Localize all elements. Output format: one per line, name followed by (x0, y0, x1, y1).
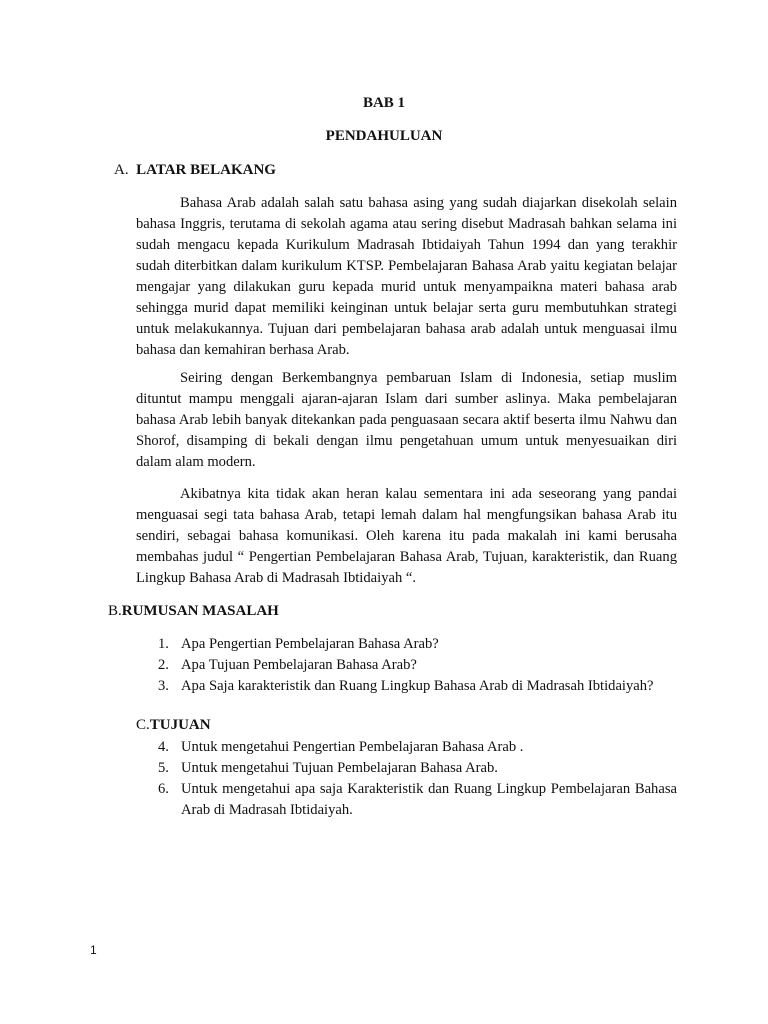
list-item-text: Untuk mengetahui Tujuan Pembelajaran Bahasa Arab. (181, 760, 498, 776)
list-item-number: 2. (158, 657, 169, 673)
paragraph-2: Seiring dengan Berkembangnya pembaruan Islam di Indonesia, setiap muslim dituntut mampu menggali ajaran-ajaran Islam dari sumber aslinya. Maka pembelajaran bahasa Arab lebih banyak ditekankan pada penguasaan secara aktif beserta ilmu Nahwu dan Shorof, disamping di bekali dengan ilmu pengetahuan umum untuk menyesuaikan diri dalam alam modern. (136, 370, 677, 470)
chapter-title: PENDAHULUAN (325, 128, 443, 144)
tujuan-list (136, 737, 677, 821)
list-item-number: 4. (158, 739, 169, 755)
list-item-text: Untuk mengetahui Pengertian Pembelajaran Bahasa Arab . (181, 739, 524, 755)
list-item-text: Untuk mengetahui apa saja Karakteristik dan Ruang Lingkup Pembelajaran Bahasa Arab di Madrasah Ibtidaiyah. (181, 781, 677, 818)
list-item-number: 5. (158, 760, 169, 776)
page-number: 1 (90, 943, 97, 957)
list-item-text: Apa Pengertian Pembelajaran Bahasa Arab? (181, 636, 439, 652)
chapter-label: BAB 1 (362, 95, 406, 111)
list-item (136, 634, 677, 655)
section-b-title: RUMUSAN MASALAH (121, 603, 279, 619)
list-item (136, 655, 677, 676)
section-b-letter: B. (108, 603, 122, 619)
list-item-text: Apa Saja karakteristik dan Ruang Lingkup Bahasa Arab di Madrasah Ibtidaiyah? (181, 678, 654, 694)
list-item (136, 737, 677, 758)
list-item-number: 6. (158, 781, 169, 797)
list-item (136, 779, 677, 821)
paragraph-1: Bahasa Arab adalah salah satu bahasa asing yang sudah diajarkan disekolah selain bahasa Inggris, terutama di sekolah agama atau sering disebut Madrasah bahkan selama ini sudah mengacu kepada Kurikulum Madrasah Ibtidaiyah Tahun 1994 dan yang terakhir sudah diterbitkan dalam kurikulum KTSP. Pembelajaran Bahasa Arab yaitu kegiatan belajar mengajar yang dilakukan guru kepada murid untuk menyampaikna materi bahasa arab sehingga murid dapat memiliki keinginan untuk belajar serta guru membutuhkan strategi untuk melakukannya. Tujuan dari pembelajaran bahasa arab adalah untuk menguasai ilmu bahasa dan kemahiran berhasa Arab. (136, 195, 677, 358)
list-item (136, 676, 677, 697)
section-a-heading (114, 160, 276, 180)
section-c-heading (136, 715, 211, 735)
list-item (136, 758, 677, 779)
section-a-letter: A. (114, 162, 129, 178)
paragraph-3: Akibatnya kita tidak akan heran kalau sementara ini ada seseorang yang pandai menguasai segi tata bahasa Arab, tetapi lemah dalam hal mengfungsikan bahasa Arab itu sendiri, sebagai bahasa komunikasi. Oleh karena itu pada makalah ini kami berusaha membahas judul “ Pengertian Pembelajaran Bahasa Arab, Tujuan, karakteristik, dan Ruang Lingkup Bahasa Arab di Madrasah Ibtidaiyah “. (136, 486, 677, 586)
list-item-number: 3. (158, 678, 169, 694)
section-c-letter: C. (136, 717, 150, 733)
list-item-text: Apa Tujuan Pembelajaran Bahasa Arab? (181, 657, 417, 673)
section-c-title: TUJUAN (149, 717, 211, 733)
section-b-heading (108, 601, 279, 621)
rumusan-masalah-list (136, 634, 677, 697)
section-a-title: LATAR BELAKANG (136, 162, 276, 178)
list-item-number: 1. (158, 636, 169, 652)
